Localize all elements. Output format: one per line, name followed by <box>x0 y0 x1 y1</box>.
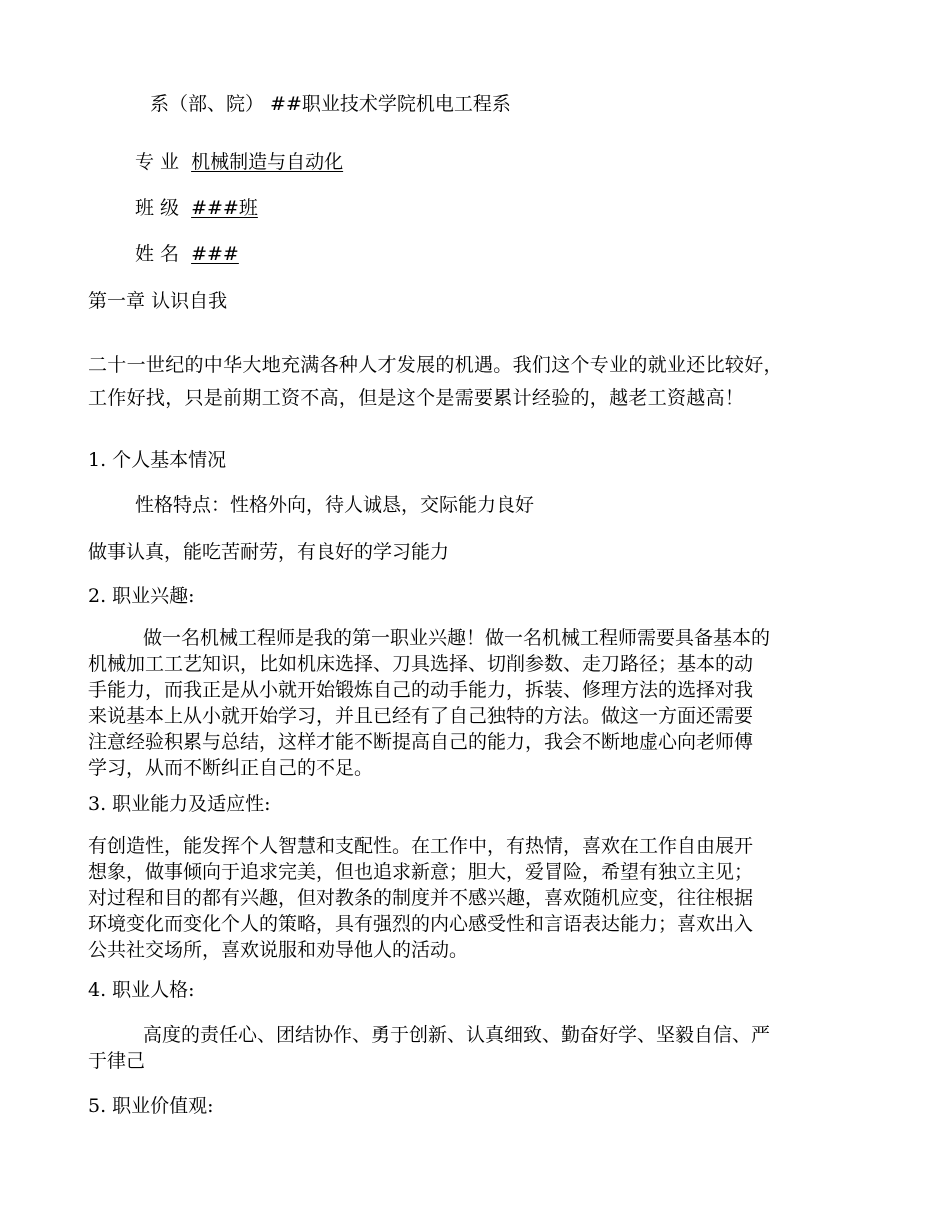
section-1-heading: 1. 个人基本情况 <box>88 449 227 471</box>
section-5-heading: 5. 职业价值观: <box>88 1095 214 1117</box>
section-4-heading: 4. 职业人格: <box>88 979 195 1001</box>
major-value: 机械制造与自动化 <box>191 151 344 173</box>
class-label: 班 级 <box>135 197 180 219</box>
paragraph-line: 做一名机械工程师是我的第一职业兴趣！做一名机械工程师需要具备基本的 <box>143 627 771 649</box>
section-1-line: 做事认真，能吃苦耐劳，有良好的学习能力 <box>88 541 450 563</box>
major-label: 专 业 <box>135 151 180 173</box>
class-value: ###班 <box>191 197 258 219</box>
chapter-title: 认识自我 <box>151 290 228 312</box>
name-row <box>135 242 239 266</box>
paragraph-line: 注意经验积累与总结，这样才能不断提高自己的能力，我会不断地虚心向老师傅 <box>88 731 754 753</box>
paragraph-line: 公共社交场所，喜欢说服和劝导他人的活动。 <box>88 939 469 961</box>
paragraph-line: 高度的责任心、团结协作、勇于创新、认真细致、勤奋好学、坚毅自信、严 <box>143 1024 771 1046</box>
name-value: ### <box>191 243 239 265</box>
department-line: 系（部、院） ##职业技术学院机电工程系 <box>150 93 511 115</box>
paragraph-line: 于律己 <box>88 1050 146 1072</box>
paragraph-line: 想象，做事倾向于追求完美，但也追求新意；胆大，爱冒险，希望有独立主见； <box>88 861 754 883</box>
section-1-line: 性格特点：性格外向，待人诚恳，交际能力良好 <box>135 494 535 516</box>
chapter-heading <box>88 289 227 313</box>
paragraph-line: 机械加工工艺知识，比如机床选择、刀具选择、切削参数、走刀路径；基本的动 <box>88 653 754 675</box>
paragraph-line: 环境变化而变化个人的策略，具有强烈的内心感受性和言语表达能力；喜欢出入 <box>88 913 754 935</box>
paragraph-line: 学习，从而不断纠正自己的不足。 <box>88 757 374 779</box>
paragraph-line: 有创造性，能发挥个人智慧和支配性。在工作中，有热情，喜欢在工作自由展开 <box>88 835 754 857</box>
paragraph-line: 来说基本上从小就开始学习，并且已经有了自己独特的方法。做这一方面还需要 <box>88 705 754 727</box>
major-row <box>135 150 343 174</box>
chapter-prefix: 第一章 <box>88 290 146 312</box>
section-2-heading: 2. 职业兴趣: <box>88 585 195 607</box>
paragraph-line: 对过程和目的都有兴趣，但对教条的制度并不感兴趣，喜欢随机应变，往往根据 <box>88 887 754 909</box>
paragraph-line: 手能力，而我正是从小就开始锻炼自己的动手能力，拆装、修理方法的选择对我 <box>88 679 754 701</box>
section-2-paragraph <box>88 625 868 781</box>
name-label: 姓 名 <box>135 243 180 265</box>
class-row <box>135 196 258 220</box>
intro-paragraph <box>88 349 868 415</box>
section-3-heading: 3. 职业能力及适应性: <box>88 793 271 815</box>
intro-line: 工作好找，只是前期工资不高，但是这个是需要累计经验的，越老工资越高！ <box>88 387 745 409</box>
section-3-paragraph <box>88 833 868 963</box>
section-4-paragraph <box>88 1022 868 1074</box>
intro-line: 二十一世纪的中华大地充满各种人才发展的机遇。我们这个专业的就业还比较好， <box>88 354 783 376</box>
